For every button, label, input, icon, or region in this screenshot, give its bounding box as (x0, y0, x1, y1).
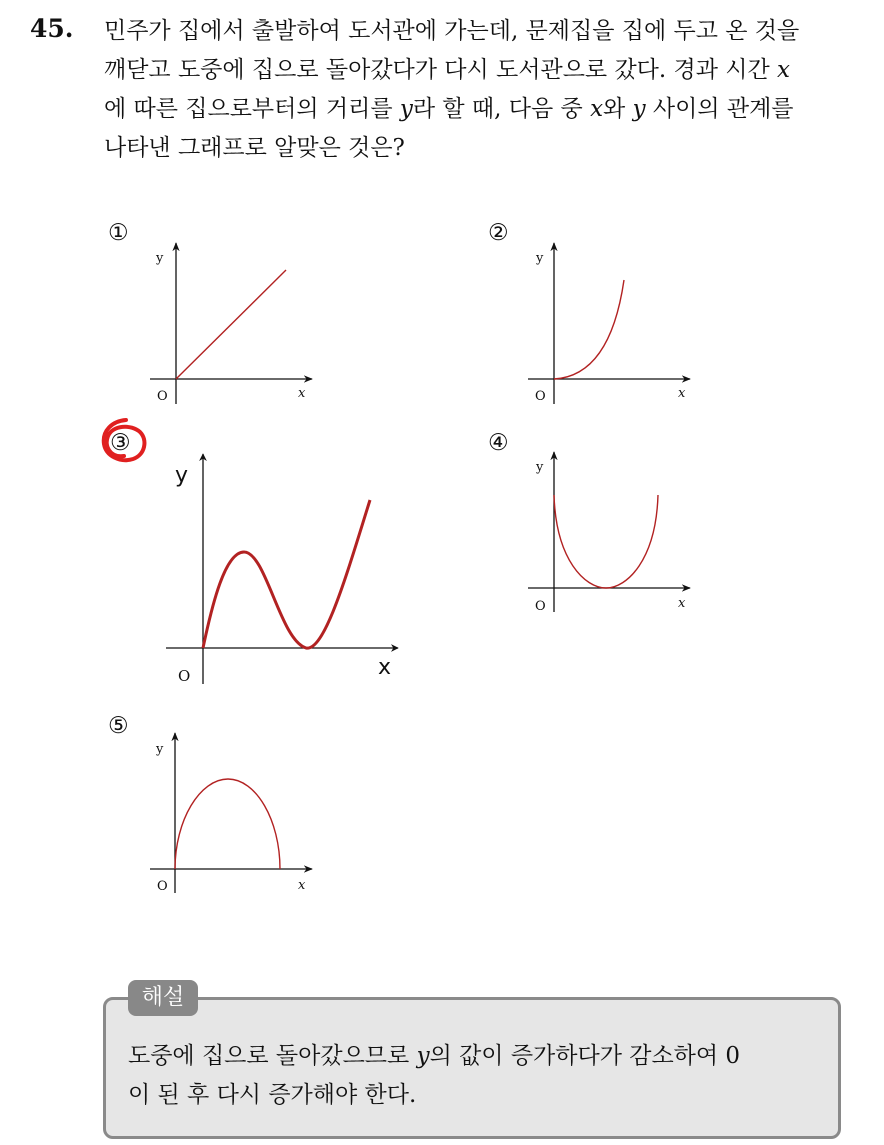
graph-1-origin: O (157, 389, 168, 404)
graph-3-origin: O (178, 667, 191, 685)
question-line-4: 나타낸 그래프로 알맞은 것은? (104, 135, 405, 161)
question-line-3: 에 따른 집으로부터의 거리를 y라 할 때, 다음 중 x와 y 사이의 관계를 (104, 96, 794, 122)
graph-4 (528, 452, 690, 614)
graph-2-curve (554, 280, 624, 379)
option-2-label[interactable]: ② (488, 220, 509, 246)
graph-4-y-label: y (536, 460, 544, 475)
option-3-label[interactable]: ③ (110, 430, 131, 456)
solution-line-2: 이 된 후 다시 증가해야 한다. (128, 1082, 417, 1108)
option-1-label[interactable]: ① (108, 220, 129, 246)
graph-1-y-label: y (156, 251, 164, 266)
graph-5 (150, 733, 312, 894)
graph-3-x-label: x (378, 655, 392, 680)
graph-4-curve (554, 495, 658, 588)
graph-2 (528, 243, 690, 404)
graph-2-y-label: y (536, 251, 544, 266)
selected-answer-circle-mark (104, 420, 145, 460)
graph-3-y-label: y (175, 463, 189, 488)
graph-5-curve (175, 779, 280, 869)
option-5-label[interactable]: ⑤ (108, 713, 129, 739)
graph-1 (150, 243, 312, 404)
solution-tag: 해설 (128, 980, 198, 1016)
question-line-1: 민주가 집에서 출발하여 도서관에 가는데, 문제집을 집에 두고 온 것을 (104, 18, 800, 44)
graph-2-x-label: x (678, 386, 686, 401)
graph-2-origin: O (535, 389, 546, 404)
solution-line-1: 도중에 집으로 돌아갔으므로 y의 값이 증가하다가 감소하여 0 (128, 1043, 741, 1069)
question-line-2: 깨닫고 도중에 집으로 돌아갔다가 다시 도서관으로 갔다. 경과 시간 x (104, 57, 790, 83)
graph-4-origin: O (535, 599, 546, 614)
solution-text (128, 1037, 828, 1115)
graph-3-curve (203, 500, 370, 648)
graph-1-x-label: x (298, 386, 306, 401)
question-number: 45. (30, 14, 74, 43)
graph-5-y-label: y (156, 742, 164, 757)
option-4-label[interactable]: ④ (488, 430, 509, 456)
graph-5-x-label: x (298, 878, 306, 893)
graph-3 (166, 454, 398, 685)
graph-4-x-label: x (678, 596, 686, 611)
graph-1-curve (176, 270, 286, 379)
graph-5-origin: O (157, 879, 168, 894)
